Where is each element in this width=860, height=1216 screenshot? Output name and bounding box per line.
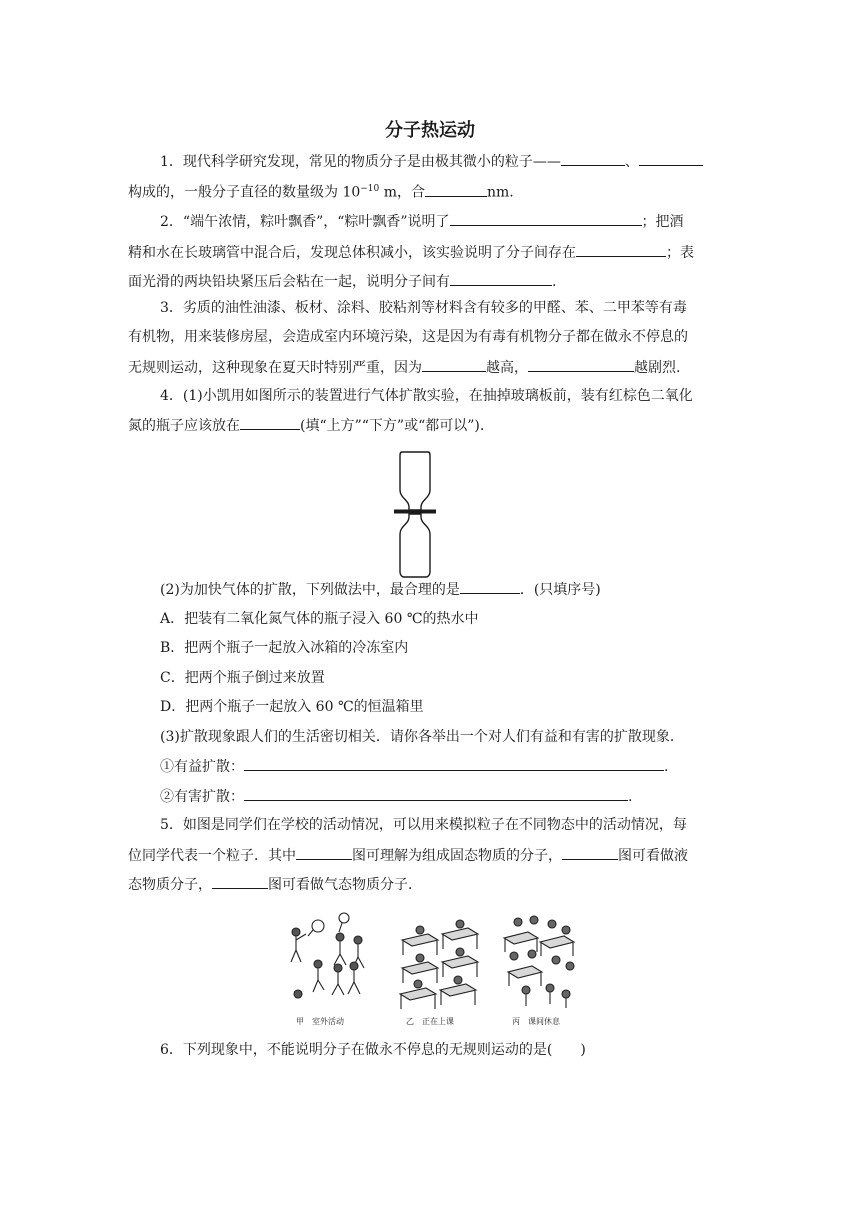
- gas-diffusion-bottles-figure: [390, 450, 440, 580]
- q4-part3: (3)扩散现象跟人们的生活密切相关．请你各举出一个对人们有益和有害的扩散现象．: [160, 729, 684, 745]
- answer-blank[interactable]: [240, 415, 300, 430]
- caption-in-class: 乙 正在上课: [406, 1017, 454, 1026]
- q4-option-a: A．把装有二氧化氮气体的瓶子浸入 60 ℃的热水中: [160, 611, 479, 627]
- in-class-illustration: [400, 920, 478, 1009]
- answer-blank[interactable]: [425, 182, 487, 197]
- answer-blank[interactable]: [639, 151, 703, 166]
- answer-blank[interactable]: [212, 874, 268, 889]
- answer-blank[interactable]: [422, 357, 486, 372]
- outdoor-activity-illustration: [291, 913, 364, 998]
- answer-blank[interactable]: [296, 845, 352, 860]
- q2-line3: 面光滑的两块铅块紧压后会粘在一起，说明分子间有 .: [128, 271, 556, 292]
- answer-blank[interactable]: [244, 786, 628, 801]
- answer-blank[interactable]: [562, 845, 618, 860]
- q2-line1: 2．“端午浓情，粽叶飘香”，“粽叶飘香”说明了 ；把酒: [160, 211, 684, 232]
- q3-line3: 无规则运动，这种现象在夏天时特别严重，因为 越高， 越剧烈.: [128, 357, 680, 378]
- q2-line2: 精和水在长玻璃管中混合后，发现总体积减小，该实验说明了分子间存在 ；表: [128, 242, 694, 263]
- answer-blank[interactable]: [576, 242, 666, 257]
- q6-line1: 6．下列现象中，不能说明分子在做永不停息的无规则运动的是( ): [160, 1042, 586, 1058]
- caption-break-time: 丙 课间休息: [512, 1017, 560, 1026]
- answer-blank[interactable]: [244, 756, 664, 771]
- glass-plate: [394, 510, 436, 514]
- q1-line1: 1．现代科学研究发现，常见的物质分子是由极其微小的粒子—— 、: [160, 151, 703, 172]
- q3-line2: 有机物，用来装修房屋，会造成室内环境污染，这是因为有毒有机物分子都在做永不停息的: [128, 329, 688, 345]
- students-activity-figure: [282, 910, 582, 1030]
- answer-blank[interactable]: [561, 151, 625, 166]
- q5-line2: 位同学代表一个粒子．其中 图可理解为组成固态物质的分子， 图可看做液: [128, 845, 688, 866]
- q5-line1: 5．如图是同学们在学校的活动情况，可以用来模拟粒子在不同物态中的活动情况，每: [160, 817, 687, 833]
- answer-blank[interactable]: [460, 579, 520, 594]
- q4-option-b: B．把两个瓶子一起放入冰箱的冷冻室内: [160, 640, 409, 656]
- q4-option-d: D．把两个瓶子一起放入 60 ℃的恒温箱里: [160, 699, 424, 715]
- q1-line2: 构成的，一般分子直径的数量级为 $10^{-10}$ m，合 nm.: [128, 179, 514, 203]
- lower-bottle: [400, 514, 430, 577]
- q5-line3: 态物质分子， 图可看做气态物质分子．: [128, 874, 422, 895]
- q4-line1: 4．(1)小凯用如图所示的装置进行气体扩散实验，在抽掉玻璃板前，装有红棕色二氧化: [160, 388, 693, 404]
- answer-blank[interactable]: [450, 271, 552, 286]
- break-time-illustration: [504, 916, 574, 1008]
- caption-outdoor: 甲 室外活动: [296, 1017, 344, 1026]
- upper-bottle: [400, 452, 430, 510]
- q4-line2: 氮的瓶子应该放在 (填“上方”“下方”或“都可以”).: [128, 415, 484, 436]
- q4-option-c: C．把两个瓶子倒过来放置: [160, 670, 325, 686]
- q3-line1: 3．劣质的油性油漆、板材、涂料、胶粘剂等材料含有较多的甲醛、苯、二甲苯等有毒: [160, 300, 687, 316]
- answer-blank[interactable]: [528, 357, 634, 372]
- page-title: 分子热运动: [385, 120, 475, 141]
- q4-good-diffusion: ①有益扩散： .: [160, 756, 668, 777]
- q4-bad-diffusion: ②有害扩散： .: [160, 786, 632, 807]
- answer-blank[interactable]: [450, 211, 642, 226]
- q4-part2: (2)为加快气体的扩散，下列做法中，最合理的是 ．(只填序号): [160, 579, 601, 600]
